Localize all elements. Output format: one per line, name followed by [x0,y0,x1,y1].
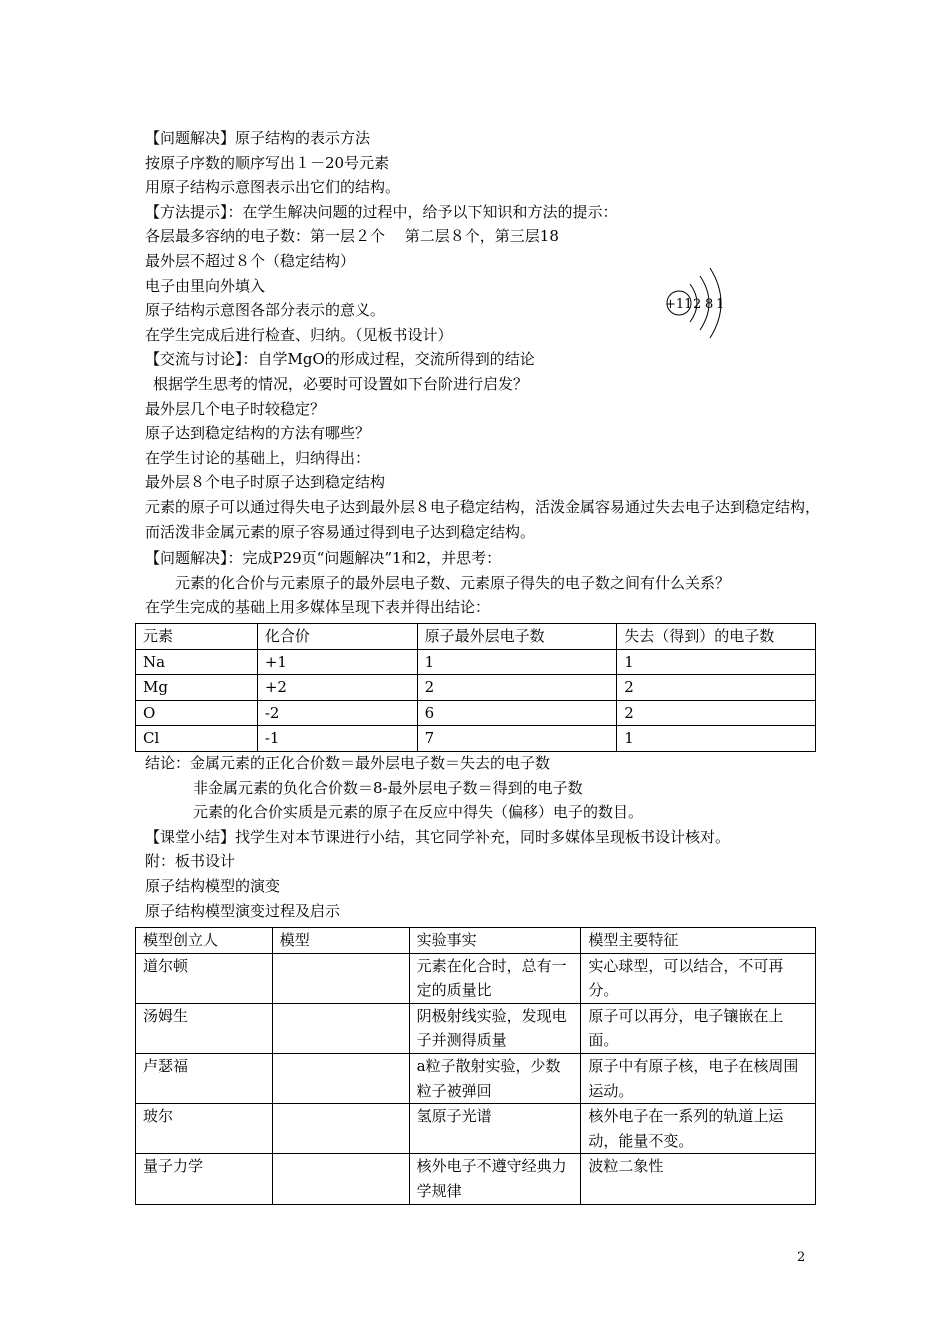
table-cell: 氢原子光谱 [409,1104,581,1154]
table-cell: 2 [617,675,816,701]
table-cell: 卢瑟福 [136,1053,273,1103]
table-cell: 波粒二象性 [581,1154,816,1204]
table-row [136,1104,816,1154]
table-cell: Cl [136,726,258,752]
page-number: 2 [797,1250,806,1265]
table-cell: 核外电子在一系列的轨道上运动，能量不变。 [581,1104,816,1154]
table-header-cell: 模型创立人 [136,928,273,954]
table-cell: Mg [136,675,258,701]
table-header-cell: 原子最外层电子数 [417,624,617,650]
table-cell: 7 [417,726,617,752]
table-cell: 2 [417,675,617,701]
conclusion-section [145,751,820,923]
table-cell: 道尔顿 [136,953,273,1003]
table-cell: +2 [257,675,417,701]
heading-summary: 【课堂小结】找学生对本节课进行小结，其它同学补充，同时多媒体呈现板书设计核对。 [145,827,731,846]
text-line: 在学生完成后进行检查、归纳。（见板书设计） [145,325,453,344]
text-line: 原子结构示意图各部分表示的意义。 [145,301,386,320]
table-cell: +1 [257,649,417,675]
table-row [136,953,816,1003]
table-cell [272,953,409,1003]
table-cell: 阴极射线实验，发现电子并测得质量 [409,1003,581,1053]
table-header-row [136,928,816,954]
heading-discussion: 【交流与讨论】：自学MgO的形成过程，交流所得到的结论 [145,350,535,369]
table-row [136,1053,816,1103]
text-line: 附：板书设计 [145,852,236,871]
table-cell: 汤姆生 [136,1003,273,1053]
heading-problem-solving: 【问题解决】原子结构的表示方法 [145,129,371,147]
table-row [136,649,816,675]
shell-electrons-3: 1 [716,297,725,312]
text-line: 最外层８个电子时原子达到稳定结构 [145,473,386,492]
table-cell: O [136,700,258,726]
heading-problem-solving-2: 【问题解决】：完成P29页“问题解决”1和2，并思考： [145,549,502,568]
nucleus-charge: +11 [665,297,693,312]
table-cell: Na [136,649,258,675]
table-cell: 实心球型，可以结合，不可再分。 [581,953,816,1003]
shell-electrons-2: 8 [705,297,714,312]
table-cell: 量子力学 [136,1154,273,1204]
text-line: 根据学生思考的情况，必要时可设置如下台阶进行启发？ [153,374,529,393]
text-line: 按原子序数的顺序写出１－20号元素 [145,153,390,172]
table-header-cell: 失去（得到）的电子数 [617,624,816,650]
shell-electrons-1: 2 [693,297,702,312]
document-body [145,126,820,620]
table-row [136,1003,816,1053]
table-cell: 1 [617,726,816,752]
table-header-cell: 模型主要特征 [581,928,816,954]
table-cell: -2 [257,700,417,726]
table-cell [272,1104,409,1154]
atomic-model-table [135,927,816,1205]
table-row [136,675,816,701]
valence-table [135,623,816,752]
table-cell: 原子中有原子核，电子在核周围运动。 [581,1053,816,1103]
text-line: 各层最多容纳的电子数：第一层２个 第二层８个，第三层18 [145,227,559,246]
conclusion-line: 非金属元素的负化合价数＝8-最外层电子数＝得到的电子数 [193,778,583,797]
text-line: 在学生讨论的基础上，归纳得出： [145,448,371,467]
paragraph: 元素的原子可以通过得失电子达到最外层８电子稳定结构，活泼金属容易通过失去电子达到稳定结构，而活泼非金属元素的原子容易通过得到电子达到稳定结构。 [145,497,821,541]
heading-method-hint: 【方法提示】：在学生解决问题的过程中，给予以下知识和方法的提示： [145,202,618,221]
text-line: 原子结构模型的演变 [145,876,281,895]
table-row [136,700,816,726]
table-cell [272,1003,409,1053]
text-line: 用原子结构示意图表示出它们的结构。 [145,178,401,197]
table-header-row [136,624,816,650]
table-cell: 1 [417,649,617,675]
table-cell [272,1053,409,1103]
text-line: 原子达到稳定结构的方法有哪些？ [145,424,371,443]
text-line: 电子由里向外填入 [145,276,266,295]
table-cell: 原子可以再分，电子镶嵌在上面。 [581,1003,816,1053]
table-cell: 6 [417,700,617,726]
text-line: 在学生完成的基础上用多媒体呈现下表并得出结论： [145,598,491,617]
table-header-cell: 化合价 [257,624,417,650]
table-cell: 玻尔 [136,1104,273,1154]
table-header-cell: 实验事实 [409,928,581,954]
atom-structure-diagram [660,262,735,342]
conclusion-line: 元素的化合价实质是元素的原子在反应中得失（偏移）电子的数目。 [193,803,644,822]
table-cell: a粒子散射实验，少数粒子被弹回 [409,1053,581,1103]
table-cell: 核外电子不遵守经典力学规律 [409,1154,581,1204]
table-header-cell: 元素 [136,624,258,650]
table-cell: 元素在化合时，总有一定的质量比 [409,953,581,1003]
table-header-cell: 模型 [272,928,409,954]
table-cell: -1 [257,726,417,752]
text-line: 原子结构模型演变过程及启示 [145,901,341,920]
text-line: 最外层不超过８个（稳定结构） [145,251,356,270]
table-cell: 1 [617,649,816,675]
table-row [136,1154,816,1204]
text-line: 元素的化合价与元素原子的最外层电子数、元素原子得失的电子数之间有什么关系？ [175,573,731,592]
table-cell: 2 [617,700,816,726]
text-line: 最外层几个电子时较稳定？ [145,399,326,418]
conclusion-line: 结论：金属元素的正化合价数＝最外层电子数＝失去的电子数 [145,754,551,772]
table-row [136,726,816,752]
table-cell [272,1154,409,1204]
